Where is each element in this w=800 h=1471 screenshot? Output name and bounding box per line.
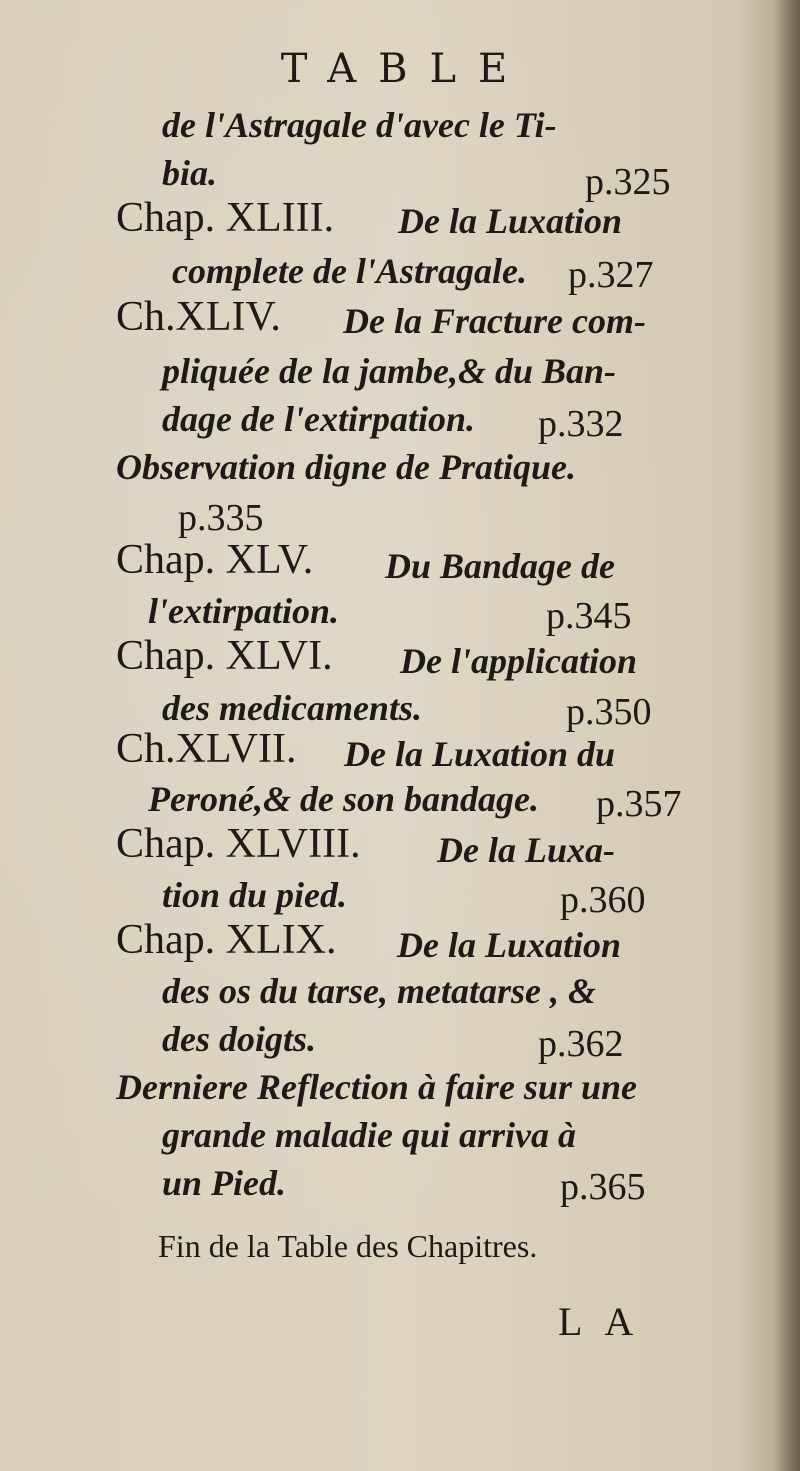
entry-10-line-3: un Pied.	[162, 1163, 287, 1203]
entry-9-line-2: des os du tarse, metatarse , &	[162, 971, 597, 1011]
entry-2-line-2: complete de l'Astragale.	[172, 251, 527, 291]
entry-9-chapter: Chap. XLIX.	[116, 917, 337, 963]
entry-7-page: p.357	[596, 783, 682, 825]
running-header: TABLE	[280, 46, 530, 92]
catchword: LA	[558, 1299, 656, 1344]
entry-2-page: p.327	[568, 254, 654, 296]
entry-4-line-1: Observation digne de Pratique.	[116, 447, 576, 487]
entry-8-line-1: De la Luxa-	[437, 830, 615, 870]
page-gutter-shadow	[774, 0, 800, 1471]
entry-2-line-1: De la Luxation	[398, 201, 623, 241]
entry-5-chapter: Chap. XLV.	[116, 537, 314, 583]
entry-7-chapter: Ch.XLVII.	[116, 726, 297, 772]
entry-3-line-2: pliquée de la jambe,& du Ban-	[162, 351, 616, 391]
entry-10-line-1: Derniere Reflection à faire sur une	[116, 1067, 637, 1107]
entry-8-page: p.360	[560, 879, 646, 921]
entry-1-page: p.325	[585, 161, 671, 203]
entry-9-line-3: des doigts.	[162, 1019, 317, 1059]
entry-5-page: p.345	[546, 595, 632, 637]
entry-6-page: p.350	[566, 691, 652, 733]
entry-7-line-2: Peroné,& de son bandage.	[148, 779, 539, 819]
entry-8-line-2: tion du pied.	[162, 875, 348, 915]
entry-3-chapter: Ch.XLIV.	[116, 294, 281, 340]
entry-3-line-1: De la Fracture com-	[343, 301, 646, 341]
entry-8-chapter: Chap. XLVIII.	[116, 821, 361, 867]
entry-2-chapter: Chap. XLIII.	[116, 195, 335, 241]
entry-9-page: p.362	[538, 1023, 624, 1065]
entry-6-line-1: De l'application	[400, 641, 637, 681]
entry-3-page: p.332	[538, 403, 624, 445]
entry-9-line-1: De la Luxation	[397, 925, 622, 965]
entry-7-line-1: De la Luxation du	[344, 734, 616, 774]
entry-1-line-2: bia.	[162, 153, 218, 193]
entry-1-line-1: de l'Astragale d'avec le Ti-	[162, 105, 557, 145]
entry-10-line-2: grande maladie qui arriva à	[162, 1115, 577, 1155]
entry-5-line-2: l'extirpation.	[148, 591, 340, 631]
entry-10-page: p.365	[560, 1166, 646, 1208]
table-end-note: Fin de la Table des Chapitres.	[158, 1228, 538, 1264]
entry-6-line-2: des medicaments.	[162, 688, 422, 728]
entry-3-line-3: dage de l'extirpation.	[162, 399, 475, 439]
entry-4-page: p.335	[178, 497, 264, 539]
entry-6-chapter: Chap. XLVI.	[116, 633, 333, 679]
entry-5-line-1: Du Bandage de	[385, 546, 616, 586]
